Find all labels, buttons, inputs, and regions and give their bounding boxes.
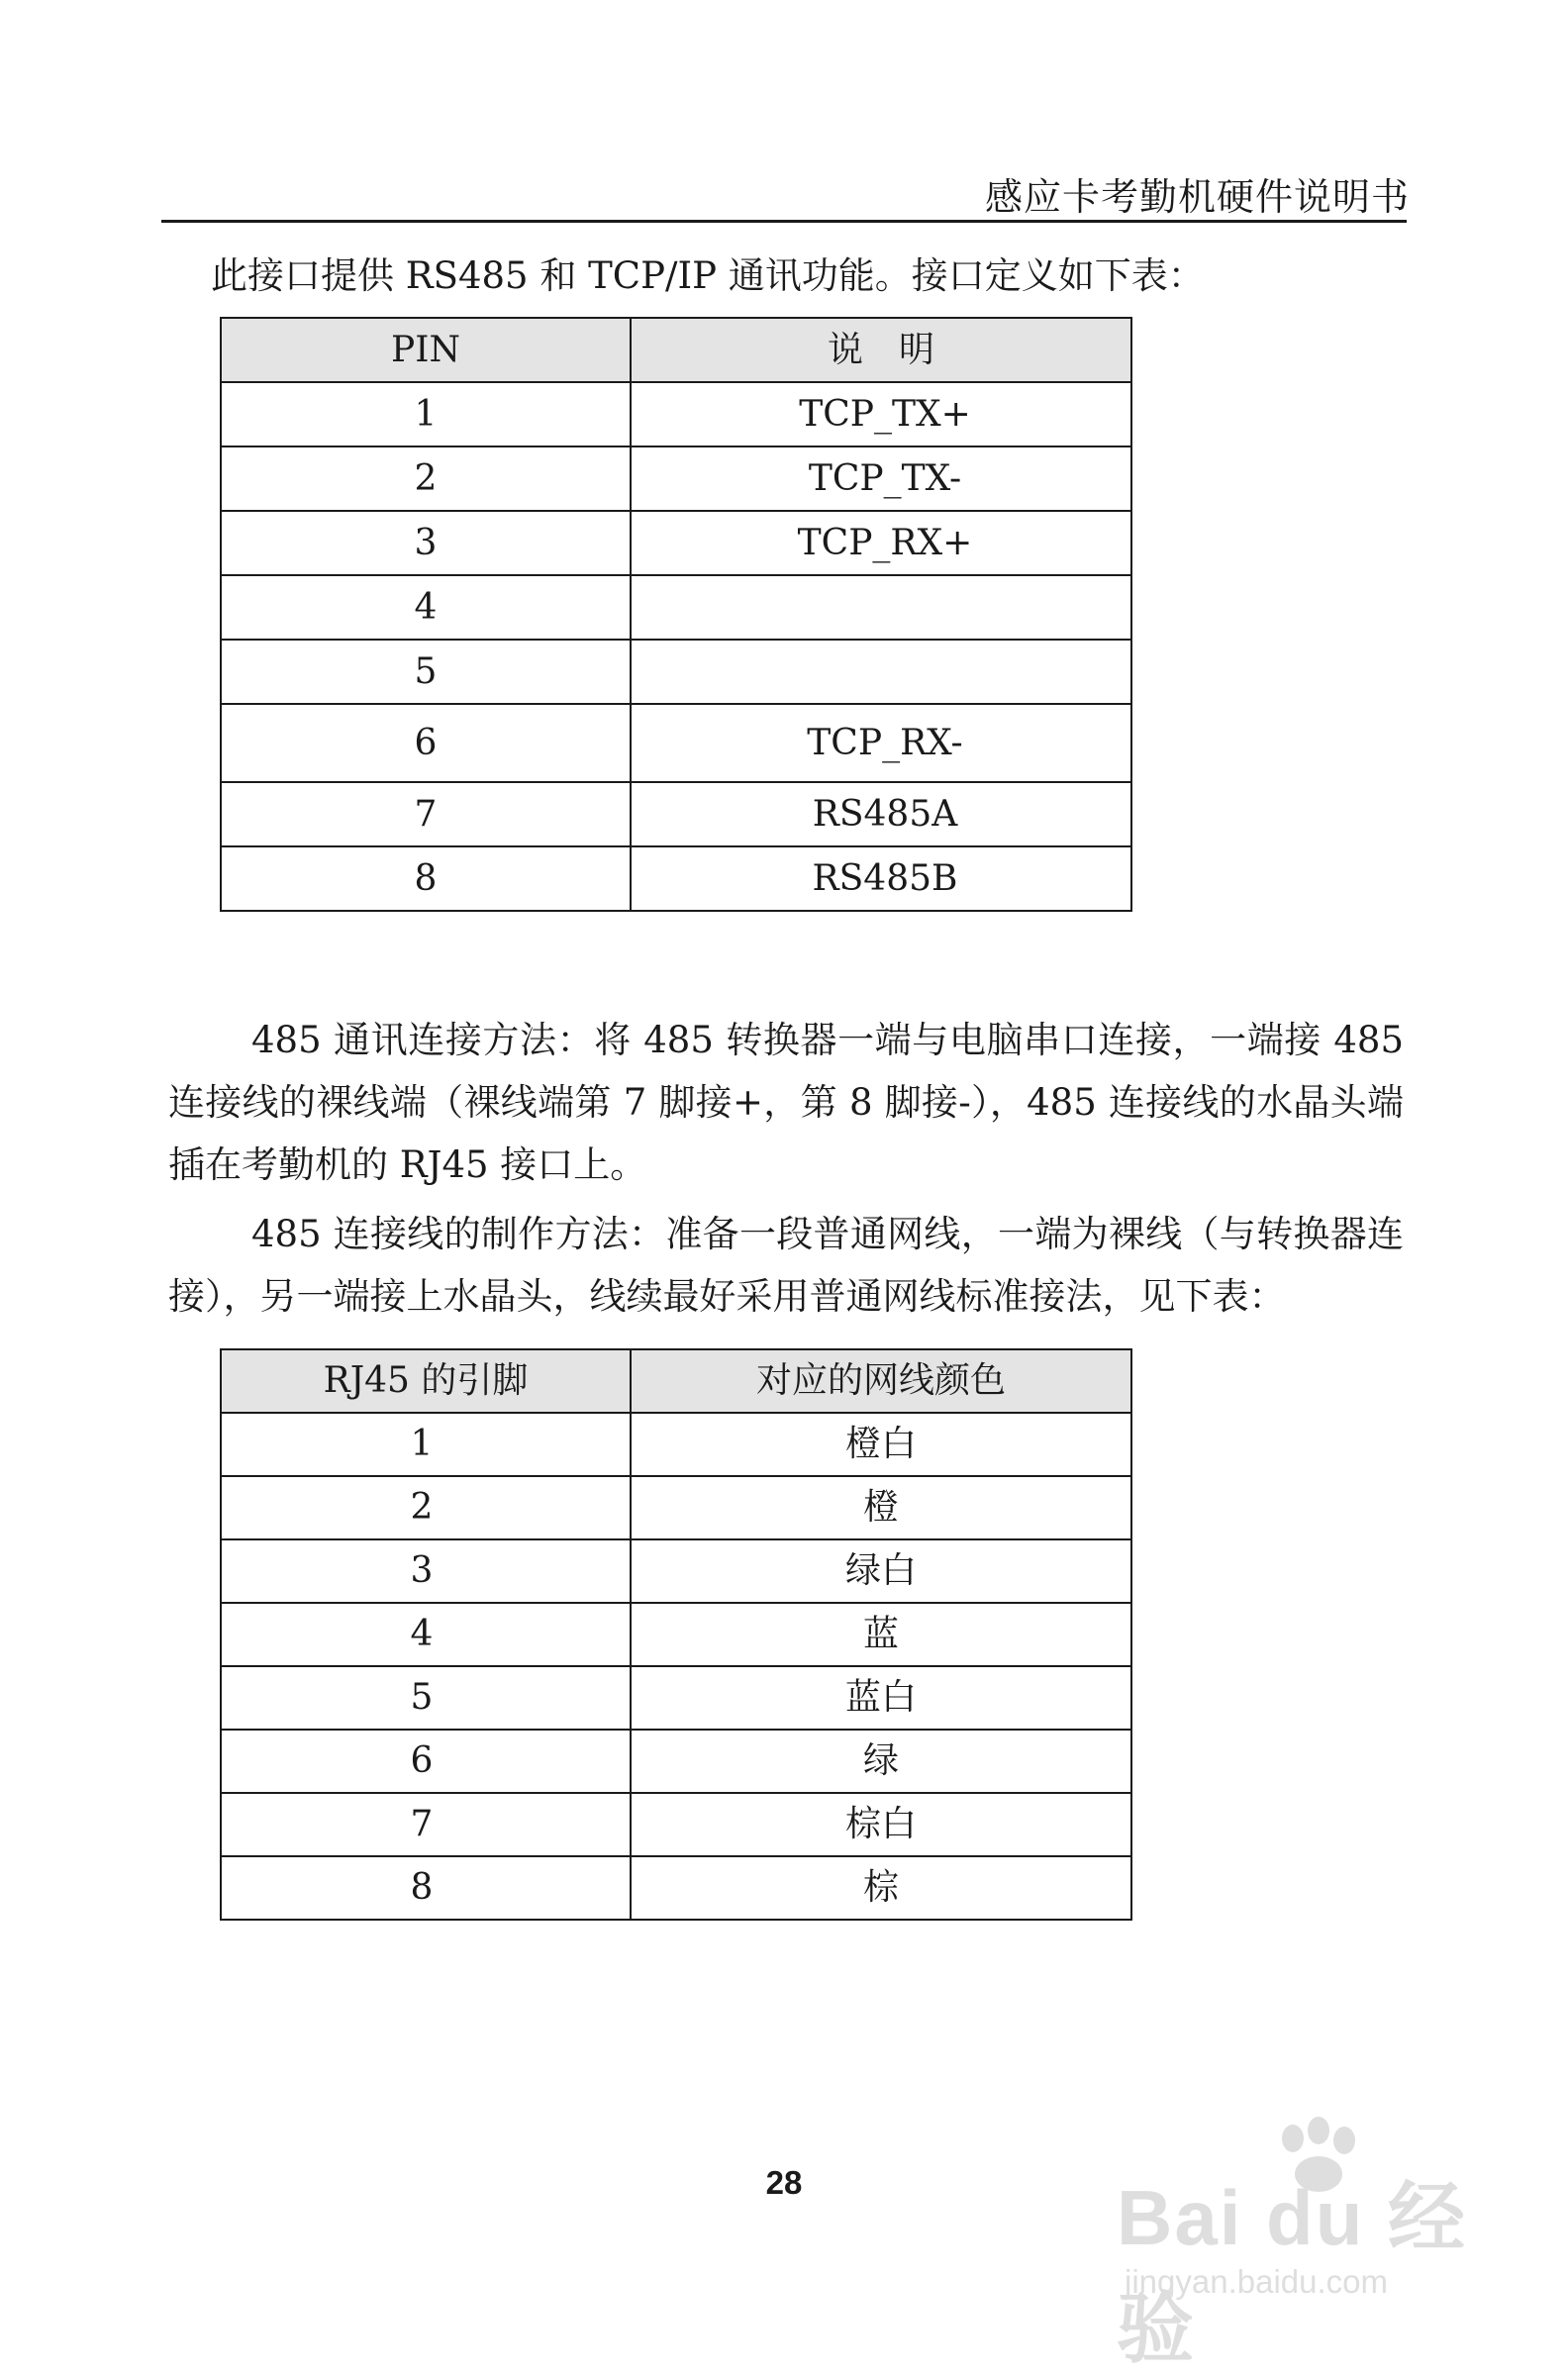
rj45-pin-cell: 5 <box>221 1666 631 1730</box>
table-row <box>221 846 1131 911</box>
description-cell: TCP_RX- <box>631 704 1131 782</box>
column-header-description: 说 明 <box>631 318 1131 382</box>
table-row <box>221 382 1131 446</box>
watermark-logo-text: Bai du 经验 <box>1117 2174 1468 2372</box>
table-row <box>221 1666 1131 1730</box>
description-cell: TCP_TX+ <box>631 382 1131 446</box>
table-row <box>221 511 1131 575</box>
description-cell: RS485B <box>631 846 1131 911</box>
table-header-row <box>221 318 1131 382</box>
description-cell <box>631 640 1131 704</box>
pin-cell: 2 <box>221 446 631 511</box>
paragraph-485-connection: 485 通讯连接方法：将 485 转换器一端与电脑串口连接，一端接 485 连接线的裸线端（裸线端第 7 脚接+，第 8 脚接-），485 连接线的水晶头端插在考勤机的 RJ45 接口上。 <box>168 1019 1404 1186</box>
rj45-pin-cell: 7 <box>221 1793 631 1856</box>
table-row <box>221 1730 1131 1793</box>
table-row <box>221 1793 1131 1856</box>
wire-color-cell: 棕白 <box>631 1793 1131 1856</box>
pin-definition-table <box>220 317 1132 912</box>
wire-color-cell: 橙白 <box>631 1413 1131 1476</box>
table-row <box>221 1476 1131 1539</box>
table-row <box>221 1539 1131 1603</box>
pin-cell: 3 <box>221 511 631 575</box>
rj45-pin-cell: 1 <box>221 1413 631 1476</box>
description-cell: TCP_TX- <box>631 446 1131 511</box>
wire-color-cell: 橙 <box>631 1476 1131 1539</box>
description-cell: RS485A <box>631 782 1131 846</box>
table-row <box>221 1603 1131 1666</box>
description-cell <box>631 575 1131 640</box>
paragraph-cable-making: 485 连接线的制作方法：准备一段普通网线，一端为裸线（与转换器连接），另一端接上水晶头，线续最好采用普通网线标准接法，见下表： <box>168 1213 1404 1318</box>
rj45-pin-cell: 8 <box>221 1856 631 1920</box>
table-row <box>221 575 1131 640</box>
pin-cell: 1 <box>221 382 631 446</box>
header-divider <box>161 220 1407 223</box>
rj45-color-table <box>220 1348 1132 1921</box>
rj45-pin-cell: 4 <box>221 1603 631 1666</box>
rj45-pin-cell: 3 <box>221 1539 631 1603</box>
wire-color-cell: 棕 <box>631 1856 1131 1920</box>
rj45-pin-cell: 2 <box>221 1476 631 1539</box>
baidu-jingyan-watermark <box>1117 2117 1473 2372</box>
wire-color-cell: 绿白 <box>631 1539 1131 1603</box>
wire-color-cell: 绿 <box>631 1730 1131 1793</box>
wire-color-cell: 蓝白 <box>631 1666 1131 1730</box>
rj45-pin-cell: 6 <box>221 1730 631 1793</box>
watermark-url: jingyan.baidu.com <box>1125 2263 1388 2300</box>
pin-cell: 7 <box>221 782 631 846</box>
intro-text: 此接口提供 RS485 和 TCP/IP 通讯功能。接口定义如下表： <box>211 254 1205 297</box>
table-row <box>221 1413 1131 1476</box>
pin-cell: 5 <box>221 640 631 704</box>
pin-cell: 8 <box>221 846 631 911</box>
table-row <box>221 640 1131 704</box>
column-header-wire-color: 对应的网线颜色 <box>631 1349 1131 1413</box>
pin-cell: 4 <box>221 575 631 640</box>
table-row <box>221 1856 1131 1920</box>
column-header-pin: PIN <box>221 318 631 382</box>
description-cell: TCP_RX+ <box>631 511 1131 575</box>
pin-cell: 6 <box>221 704 631 782</box>
table-row <box>221 782 1131 846</box>
page-number: 28 <box>765 2164 803 2201</box>
running-header-title: 感应卡考勤机硬件说明书 <box>984 175 1410 219</box>
table-row <box>221 446 1131 511</box>
table-header-row <box>221 1349 1131 1413</box>
wire-color-cell: 蓝 <box>631 1603 1131 1666</box>
table-row <box>221 704 1131 782</box>
column-header-rj45-pin: RJ45 的引脚 <box>221 1349 631 1413</box>
